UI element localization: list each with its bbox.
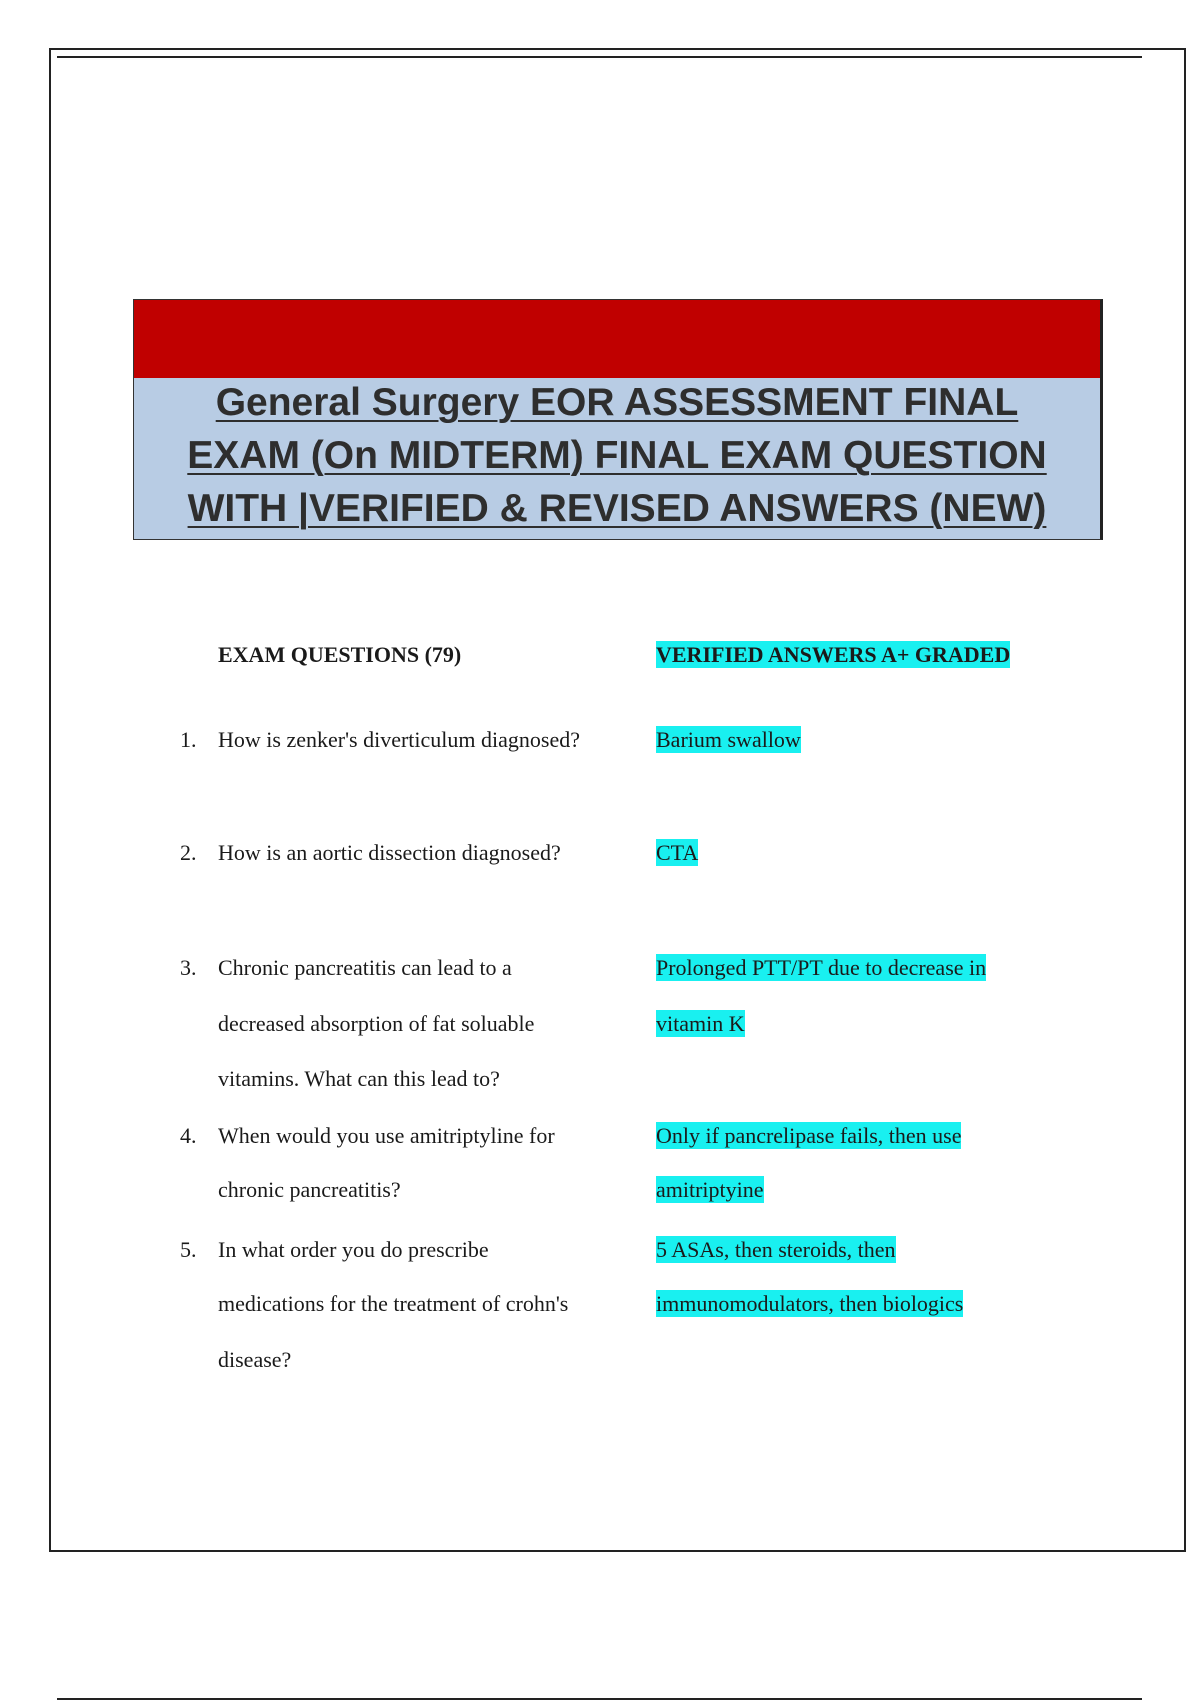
title-line-2: EXAM (On MIDTERM) FINAL EXAM QUESTION xyxy=(187,434,1047,477)
title-block xyxy=(133,299,1103,540)
question-text: How is zenker's diverticulum diagnosed? xyxy=(218,727,580,752)
question-text: Chronic pancreatitis can lead to a xyxy=(218,955,512,980)
header-rule xyxy=(57,56,1142,58)
answer-text xyxy=(656,1010,745,1038)
answer-text xyxy=(656,839,698,867)
answer-highlight: 5 ASAs, then steroids, then xyxy=(656,1237,896,1262)
answer-highlight: Prolonged PTT/PT due to decrease in xyxy=(656,955,987,980)
question-text: medications for the treatment of crohn's xyxy=(218,1291,569,1316)
answer-text xyxy=(656,1122,961,1150)
question-text: When would you use amitriptyline for xyxy=(218,1123,555,1148)
answer-highlight: CTA xyxy=(656,840,699,865)
question-number: 5. xyxy=(180,1237,197,1262)
question-text: chronic pancreatitis? xyxy=(218,1177,401,1202)
answer-text xyxy=(656,954,986,982)
answers-header xyxy=(656,641,1010,669)
question-text: decreased absorption of fat soluable xyxy=(218,1011,535,1036)
title-red-band xyxy=(134,300,1100,378)
answer-highlight: immunomodulators, then biologics xyxy=(656,1291,964,1316)
question-text: vitamins. What can this lead to? xyxy=(218,1066,500,1091)
document-title xyxy=(134,376,1100,535)
answer-text xyxy=(656,1236,896,1264)
title-line-1: General Surgery EOR ASSESSMENT FINAL xyxy=(215,381,1019,424)
answers-header-text: VERIFIED ANSWERS A+ GRADED xyxy=(656,642,1011,667)
answer-highlight: vitamin K xyxy=(656,1011,745,1036)
question-number: 4. xyxy=(180,1123,197,1148)
answer-highlight: Barium swallow xyxy=(656,727,801,752)
question-text: In what order you do prescribe xyxy=(218,1237,489,1262)
answer-text xyxy=(656,1290,963,1318)
question-number: 1. xyxy=(180,727,197,752)
answer-text xyxy=(656,1176,764,1204)
page-border xyxy=(49,48,1186,1552)
questions-header: EXAM QUESTIONS (79) xyxy=(218,642,462,667)
question-number: 2. xyxy=(180,840,197,865)
question-number: 3. xyxy=(180,955,197,980)
question-text: disease? xyxy=(218,1347,292,1372)
answer-highlight: Only if pancrelipase fails, then use xyxy=(656,1123,962,1148)
answer-text xyxy=(656,726,801,754)
answer-highlight: amitriptyine xyxy=(656,1177,764,1202)
question-text: How is an aortic dissection diagnosed? xyxy=(218,840,561,865)
title-line-3: WITH |VERIFIED & REVISED ANSWERS (NEW) xyxy=(187,487,1047,530)
